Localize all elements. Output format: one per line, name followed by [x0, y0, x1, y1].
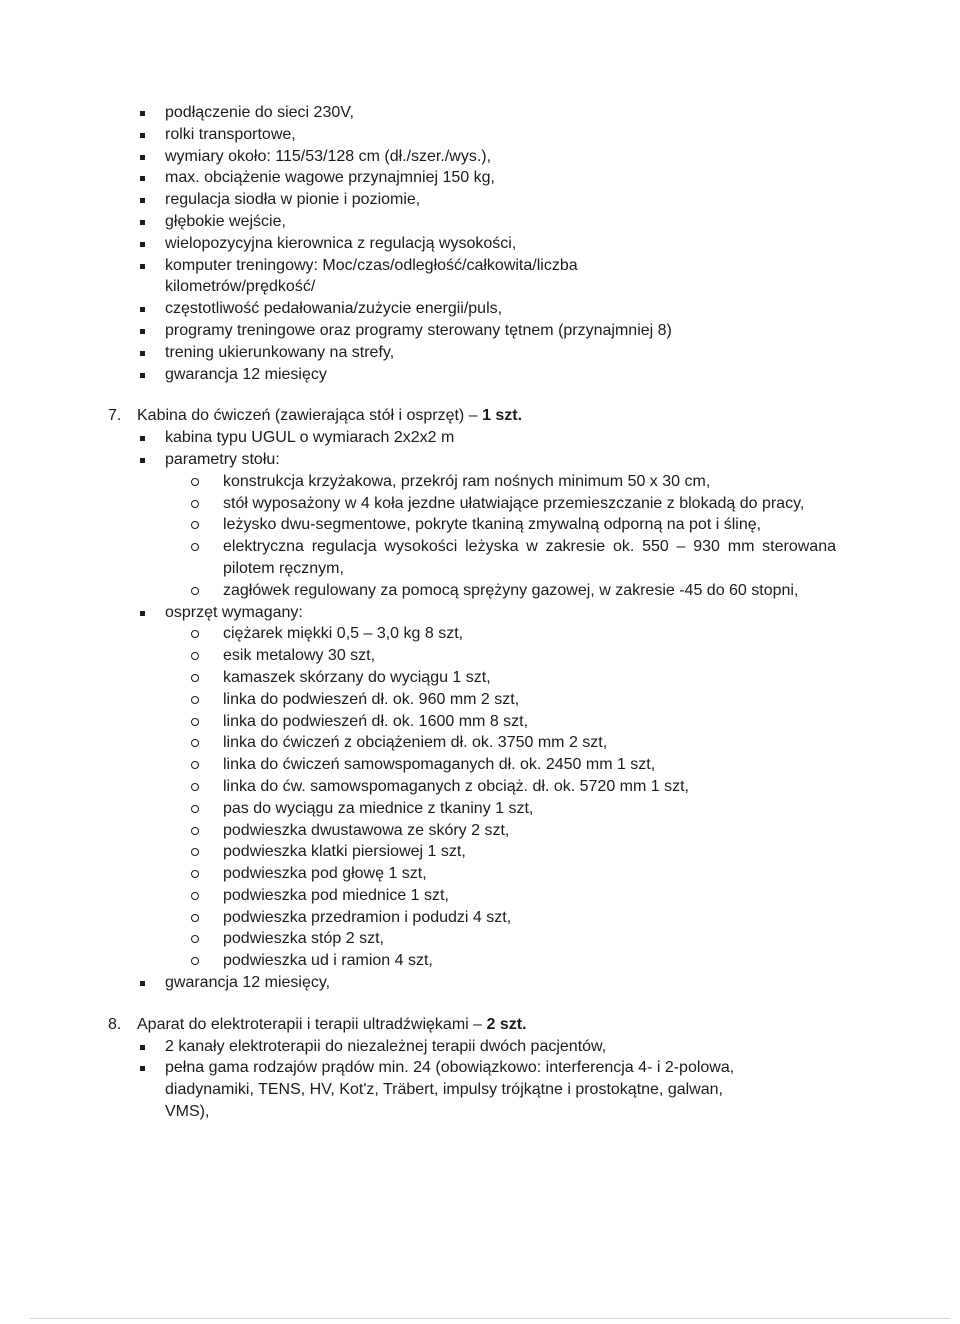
section-7-body [0, 427, 960, 994]
list-item: wymiary około: 115/53/128 cm (dł./szer./wys.), [0, 146, 960, 168]
list-item-equipment [0, 602, 960, 973]
cabin-spec-list [0, 427, 960, 994]
sub-list-item: linka do podwieszeń dł. ok. 960 mm 2 szt, [223, 689, 840, 711]
list-item: trening ukierunkowany na strefy, [0, 342, 960, 364]
equipment-list [165, 623, 840, 972]
sub-list-item: podwieszka przedramion i podudzi 4 szt, [223, 907, 840, 929]
list-item: częstotliwość pedałowania/zużycie energii/puls, [0, 298, 960, 320]
section-title [137, 405, 960, 427]
sub-list-item: leżysko dwu-segmentowe, pokryte tkaniną zmywalną odporną na pot i ślinę, [223, 514, 836, 536]
sub-list-item: elektryczna regulacja wysokości leżyska w zakresie ok. 550 – 930 mm sterowana pilotem ręcznym, [223, 536, 836, 580]
section-title [137, 1014, 960, 1036]
list-item: podłączenie do sieci 230V, [0, 102, 960, 124]
sub-list-item: linka do podwieszeń dł. ok. 1600 mm 8 szt, [223, 711, 840, 733]
list-item: wielopozycyjna kierownica z regulacją wysokości, [0, 233, 960, 255]
section-8 [0, 1014, 960, 1123]
document-body [0, 102, 960, 1123]
sub-list-item: stół wyposażony w 4 koła jezdne ułatwiające przemieszczanie z blokadą do pracy, [223, 493, 836, 515]
list-item: max. obciążenie wagowe przynajmniej 150 kg, [0, 167, 960, 189]
sub-list-item: podwieszka pod miednice 1 szt, [223, 885, 840, 907]
section-8-body [0, 1036, 960, 1123]
sub-list-item: zagłówek regulowany za pomocą sprężyny gazowej, w zakresie -45 do 60 stopni, [223, 580, 836, 602]
table-params-list [165, 471, 840, 602]
section-number: 7. [108, 407, 122, 425]
section-7 [0, 405, 960, 994]
intro-list [0, 102, 960, 385]
section-title-quantity: 2 szt. [486, 1015, 527, 1033]
section-title-text: Kabina do ćwiczeń (zawierająca stół i osprzęt) – [137, 407, 478, 425]
list-item: rolki transportowe, [0, 124, 960, 146]
sub-list-item: podwieszka stóp 2 szt, [223, 928, 840, 950]
list-item: pełna gama rodzajów prądów min. 24 (obowiązkowo: interferencja 4- i 2-polowa, diadynamiki, TENS, HV, Kot'z, Träbert, impulsy trójkątne i prostokątne, galwan, VMS), [0, 1057, 960, 1122]
scan-edge-line [30, 1318, 950, 1319]
section-title-quantity: 1 szt. [482, 407, 523, 425]
list-item-table-params [0, 449, 960, 602]
list-item: komputer treningowy: Moc/czas/odległość/całkowita/liczba kilometrów/prędkość/ [0, 255, 960, 299]
sub-list-item: podwieszka dwustawowa ze skóry 2 szt, [223, 820, 840, 842]
sub-list-item: ciężarek miękki 0,5 – 3,0 kg 8 szt, [223, 623, 840, 645]
equipment-label: osprzęt wymagany: [165, 603, 303, 621]
section-title-text: Aparat do elektroterapii i terapii ultradźwiękami – [137, 1015, 483, 1033]
list-item: gwarancja 12 miesięcy [0, 364, 960, 386]
list-item: głębokie wejście, [0, 211, 960, 233]
sub-list-item: esik metalowy 30 szt, [223, 645, 840, 667]
sub-list-item: podwieszka klatki piersiowej 1 szt, [223, 841, 840, 863]
table-params-label: parametry stołu: [165, 450, 280, 468]
list-item: regulacja siodła w pionie i poziomie, [0, 189, 960, 211]
list-item: 2 kanały elektroterapii do niezależnej terapii dwóch pacjentów, [0, 1036, 960, 1058]
device-spec-list [0, 1036, 960, 1123]
list-item: programy treningowe oraz programy sterowany tętnem (przynajmniej 8) [0, 320, 960, 342]
sub-list-item: konstrukcja krzyżakowa, przekrój ram nośnych minimum 50 x 30 cm, [223, 471, 836, 493]
list-item-warranty: gwarancja 12 miesięcy, [0, 972, 960, 994]
sub-list-item: linka do ćwiczeń z obciążeniem dł. ok. 3750 mm 2 szt, [223, 732, 840, 754]
section-number: 8. [108, 1015, 122, 1033]
sub-list-item: pas do wyciągu za miednice z tkaniny 1 szt, [223, 798, 840, 820]
sub-list-item: linka do ćwiczeń samowspomaganych dł. ok. 2450 mm 1 szt, [223, 754, 840, 776]
sub-list-item: podwieszka ud i ramion 4 szt, [223, 950, 840, 972]
sub-list-item: linka do ćw. samowspomaganych z obciąż. dł. ok. 5720 mm 1 szt, [223, 776, 840, 798]
list-item-cabin: kabina typu UGUL o wymiarach 2x2x2 m [0, 427, 960, 449]
sub-list-item: podwieszka pod głowę 1 szt, [223, 863, 840, 885]
sub-list-item: kamaszek skórzany do wyciągu 1 szt, [223, 667, 840, 689]
